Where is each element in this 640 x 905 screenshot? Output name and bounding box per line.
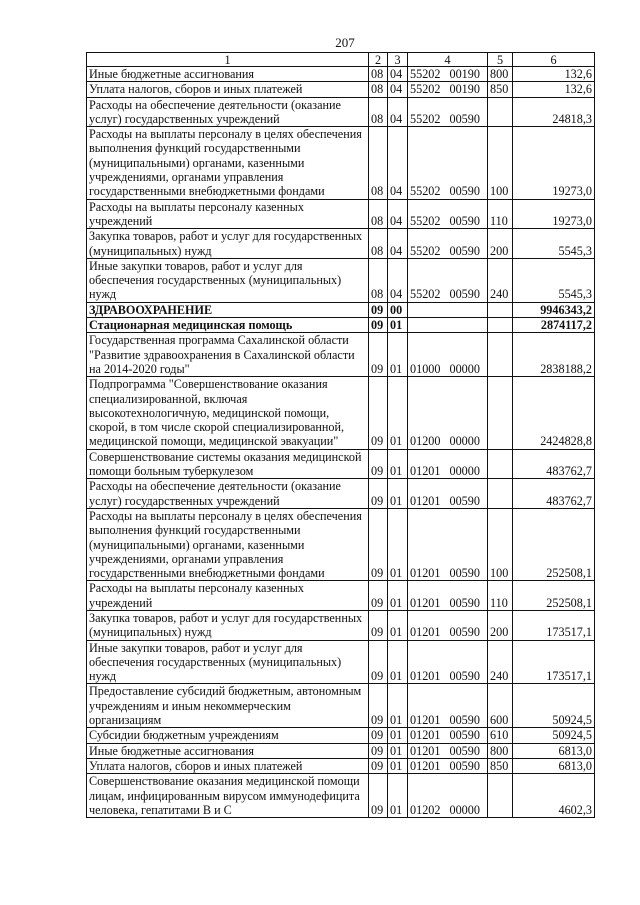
row-section: 09 <box>369 302 388 317</box>
target-code-direction: 00590 <box>449 758 480 773</box>
row-expense-type: 110 <box>488 199 513 229</box>
row-name: Иные бюджетные ассигнования <box>87 743 369 758</box>
row-target-code <box>408 199 488 229</box>
row-subsection: 01 <box>388 333 408 377</box>
target-code-direction: 00590 <box>449 243 480 258</box>
table-row <box>87 97 595 127</box>
target-code-direction: 00590 <box>449 625 480 640</box>
row-section: 09 <box>369 449 388 479</box>
row-name: Совершенствование системы оказания медицинской помощи больным туберкулезом <box>87 449 369 479</box>
row-subsection: 01 <box>388 610 408 640</box>
column-header: 4 <box>408 53 488 67</box>
row-section: 09 <box>369 508 388 580</box>
row-section: 09 <box>369 581 388 611</box>
row-expense-type <box>488 449 513 479</box>
row-expense-type <box>488 302 513 317</box>
table-row <box>87 127 595 199</box>
row-target-code <box>408 333 488 377</box>
row-expense-type <box>488 479 513 509</box>
row-name: Иные бюджетные ассигнования <box>87 67 369 82</box>
row-subsection: 01 <box>388 479 408 509</box>
row-name: Иные закупки товаров, работ и услуг для обеспечения государственных (муниципальных) нужд <box>87 258 369 302</box>
target-code-direction: 00590 <box>449 111 480 126</box>
page-number: 207 <box>335 35 355 50</box>
row-subsection: 01 <box>388 508 408 580</box>
row-expense-type <box>488 97 513 127</box>
row-subsection: 04 <box>388 127 408 199</box>
row-target-code <box>408 684 488 728</box>
row-expense-type: 600 <box>488 684 513 728</box>
row-target-code <box>408 258 488 302</box>
row-amount: 132,6 <box>513 67 595 82</box>
target-code-program: 01201 <box>410 728 441 743</box>
table-row <box>87 508 595 580</box>
row-section: 09 <box>369 684 388 728</box>
table-row <box>87 479 595 509</box>
column-header: 2 <box>369 53 388 67</box>
target-code-program: 55202 <box>410 213 441 228</box>
row-target-code <box>408 758 488 773</box>
row-amount: 19273,0 <box>513 199 595 229</box>
row-expense-type <box>488 318 513 333</box>
target-code-direction: 00590 <box>449 713 480 728</box>
target-code-program: 55202 <box>410 82 441 97</box>
row-name: Предоставление субсидий бюджетным, автономным учреждениям и иным некоммерческим организациям <box>87 684 369 728</box>
row-amount: 6813,0 <box>513 743 595 758</box>
target-code-program: 55202 <box>410 243 441 258</box>
row-expense-type: 240 <box>488 640 513 684</box>
row-name: Закупка товаров, работ и услуг для государственных (муниципальных) нужд <box>87 229 369 259</box>
row-subsection: 01 <box>388 774 408 818</box>
row-expense-type: 240 <box>488 258 513 302</box>
column-header: 3 <box>388 53 408 67</box>
row-subsection: 01 <box>388 640 408 684</box>
row-name: Расходы на выплаты персоналу в целях обеспечения выполнения функций государственными (муниципальными) органами, казенными учреждениями, органами управления государственными внебюджетными фондами <box>87 127 369 199</box>
row-subsection: 04 <box>388 67 408 82</box>
row-expense-type: 110 <box>488 581 513 611</box>
target-code-program: 01201 <box>410 595 441 610</box>
budget-table <box>86 52 595 818</box>
row-expense-type <box>488 333 513 377</box>
row-target-code <box>408 229 488 259</box>
target-code-program: 01201 <box>410 625 441 640</box>
row-target-code <box>408 82 488 97</box>
row-target-code <box>408 318 488 333</box>
row-subsection: 04 <box>388 97 408 127</box>
column-header: 1 <box>87 53 369 67</box>
row-expense-type: 610 <box>488 728 513 743</box>
row-section: 08 <box>369 67 388 82</box>
row-amount: 2424828,8 <box>513 377 595 449</box>
target-code-program: 01201 <box>410 743 441 758</box>
row-section: 09 <box>369 333 388 377</box>
row-target-code <box>408 302 488 317</box>
row-amount: 24818,3 <box>513 97 595 127</box>
row-subsection: 01 <box>388 377 408 449</box>
row-subsection: 01 <box>388 758 408 773</box>
row-name: Государственная программа Сахалинской области "Развитие здравоохранения в Сахалинской области на 2014-2020 годы" <box>87 333 369 377</box>
target-code-program: 01201 <box>410 566 441 581</box>
row-subsection: 01 <box>388 728 408 743</box>
row-amount: 5545,3 <box>513 258 595 302</box>
target-code-program: 01201 <box>410 669 441 684</box>
table-row <box>87 82 595 97</box>
row-section: 09 <box>369 743 388 758</box>
row-expense-type: 100 <box>488 127 513 199</box>
target-code-program: 01200 <box>410 434 441 449</box>
table-row <box>87 684 595 728</box>
row-expense-type: 100 <box>488 508 513 580</box>
target-code-direction: 00590 <box>449 743 480 758</box>
table-row <box>87 610 595 640</box>
target-code-direction: 00000 <box>449 802 480 817</box>
row-target-code <box>408 508 488 580</box>
row-amount: 19273,0 <box>513 127 595 199</box>
row-expense-type: 800 <box>488 743 513 758</box>
row-amount: 4602,3 <box>513 774 595 818</box>
row-section: 09 <box>369 728 388 743</box>
table-row <box>87 199 595 229</box>
row-section: 09 <box>369 758 388 773</box>
row-subsection: 01 <box>388 684 408 728</box>
row-section: 08 <box>369 127 388 199</box>
row-name: Иные закупки товаров, работ и услуг для обеспечения государственных (муниципальных) нужд <box>87 640 369 684</box>
target-code-program: 55202 <box>410 184 441 199</box>
row-expense-type: 800 <box>488 67 513 82</box>
row-subsection: 01 <box>388 581 408 611</box>
row-amount: 2838188,2 <box>513 333 595 377</box>
row-target-code <box>408 581 488 611</box>
row-name: Стационарная медицинская помощь <box>87 318 369 333</box>
column-header: 6 <box>513 53 595 67</box>
table-row <box>87 758 595 773</box>
target-code-direction: 00000 <box>449 464 480 479</box>
target-code-direction: 00590 <box>449 287 480 302</box>
table-row <box>87 333 595 377</box>
row-section: 09 <box>369 610 388 640</box>
row-name: Уплата налогов, сборов и иных платежей <box>87 82 369 97</box>
target-code-program: 55202 <box>410 67 441 81</box>
table-row <box>87 377 595 449</box>
target-code-direction: 00590 <box>449 213 480 228</box>
target-code-direction: 00590 <box>449 184 480 199</box>
target-code-direction: 00590 <box>449 493 480 508</box>
table-row <box>87 728 595 743</box>
row-subsection: 01 <box>388 318 408 333</box>
row-amount: 50924,5 <box>513 728 595 743</box>
row-target-code <box>408 449 488 479</box>
row-name: Уплата налогов, сборов и иных платежей <box>87 758 369 773</box>
row-target-code <box>408 743 488 758</box>
table-row <box>87 640 595 684</box>
target-code-program: 01201 <box>410 493 441 508</box>
row-amount: 9946343,2 <box>513 302 595 317</box>
target-code-direction: 00590 <box>449 669 480 684</box>
row-target-code <box>408 610 488 640</box>
row-subsection: 04 <box>388 258 408 302</box>
row-target-code <box>408 479 488 509</box>
row-expense-type: 200 <box>488 610 513 640</box>
row-amount: 173517,1 <box>513 610 595 640</box>
row-amount: 6813,0 <box>513 758 595 773</box>
table-row <box>87 449 595 479</box>
row-subsection: 00 <box>388 302 408 317</box>
row-target-code <box>408 728 488 743</box>
table-row <box>87 774 595 818</box>
row-name: Расходы на выплаты персоналу казенных учреждений <box>87 199 369 229</box>
row-section: 08 <box>369 258 388 302</box>
row-name: Расходы на выплаты персоналу казенных учреждений <box>87 581 369 611</box>
row-subsection: 01 <box>388 743 408 758</box>
row-expense-type <box>488 377 513 449</box>
table-row <box>87 229 595 259</box>
row-amount: 252508,1 <box>513 508 595 580</box>
row-name: Расходы на обеспечение деятельности (оказание услуг) государственных учреждений <box>87 97 369 127</box>
row-name: Субсидии бюджетным учреждениям <box>87 728 369 743</box>
row-target-code <box>408 127 488 199</box>
row-name: Закупка товаров, работ и услуг для государственных (муниципальных) нужд <box>87 610 369 640</box>
target-code-direction: 00190 <box>449 82 480 97</box>
row-target-code <box>408 774 488 818</box>
row-amount: 483762,7 <box>513 479 595 509</box>
row-section: 08 <box>369 229 388 259</box>
target-code-program: 01201 <box>410 713 441 728</box>
table-row <box>87 318 595 333</box>
row-section: 09 <box>369 640 388 684</box>
row-section: 09 <box>369 377 388 449</box>
target-code-program: 55202 <box>410 111 441 126</box>
row-amount: 483762,7 <box>513 449 595 479</box>
table-row <box>87 302 595 317</box>
target-code-program: 01201 <box>410 758 441 773</box>
row-expense-type: 850 <box>488 758 513 773</box>
row-name: Подпрограмма "Совершенствование оказания специализированной, включая высокотехнологичную, медицинской помощи, скорой, в том числе скорой специализированной, медицинской помощи, медицинской эвакуации" <box>87 377 369 449</box>
row-expense-type: 850 <box>488 82 513 97</box>
target-code-direction: 00190 <box>449 67 480 81</box>
row-name: Расходы на обеспечение деятельности (оказание услуг) государственных учреждений <box>87 479 369 509</box>
row-expense-type <box>488 774 513 818</box>
row-section: 09 <box>369 479 388 509</box>
row-target-code <box>408 640 488 684</box>
row-amount: 173517,1 <box>513 640 595 684</box>
target-code-program: 01000 <box>410 361 441 376</box>
target-code-program: 55202 <box>410 287 441 302</box>
row-section: 08 <box>369 82 388 97</box>
row-subsection: 04 <box>388 229 408 259</box>
row-amount: 132,6 <box>513 82 595 97</box>
row-expense-type: 200 <box>488 229 513 259</box>
target-code-program: 01202 <box>410 802 441 817</box>
target-code-direction: 00590 <box>449 595 480 610</box>
target-code-direction: 00590 <box>449 566 480 581</box>
table-row <box>87 581 595 611</box>
target-code-direction: 00000 <box>449 361 480 376</box>
table-row <box>87 258 595 302</box>
row-subsection: 04 <box>388 82 408 97</box>
column-header: 5 <box>488 53 513 67</box>
row-target-code <box>408 67 488 82</box>
row-subsection: 01 <box>388 449 408 479</box>
row-amount: 2874117,2 <box>513 318 595 333</box>
target-code-direction: 00590 <box>449 728 480 743</box>
row-section: 08 <box>369 199 388 229</box>
row-name: Совершенствование оказания медицинской помощи лицам, инфицированным вирусом иммунодефицита человека, гепатитами В и С <box>87 774 369 818</box>
row-section: 08 <box>369 97 388 127</box>
table-header-row <box>87 53 595 67</box>
row-target-code <box>408 97 488 127</box>
row-amount: 50924,5 <box>513 684 595 728</box>
target-code-direction: 00000 <box>449 434 480 449</box>
row-target-code <box>408 377 488 449</box>
row-name: Расходы на выплаты персоналу в целях обеспечения выполнения функций государственными (муниципальными) органами, казенными учреждениями, органами управления государственными внебюджетными фондами <box>87 508 369 580</box>
row-amount: 5545,3 <box>513 229 595 259</box>
row-section: 09 <box>369 318 388 333</box>
table-row <box>87 67 595 82</box>
row-name: ЗДРАВООХРАНЕНИЕ <box>87 302 369 317</box>
table-row <box>87 743 595 758</box>
row-section: 09 <box>369 774 388 818</box>
row-amount: 252508,1 <box>513 581 595 611</box>
target-code-program: 01201 <box>410 464 441 479</box>
row-subsection: 04 <box>388 199 408 229</box>
